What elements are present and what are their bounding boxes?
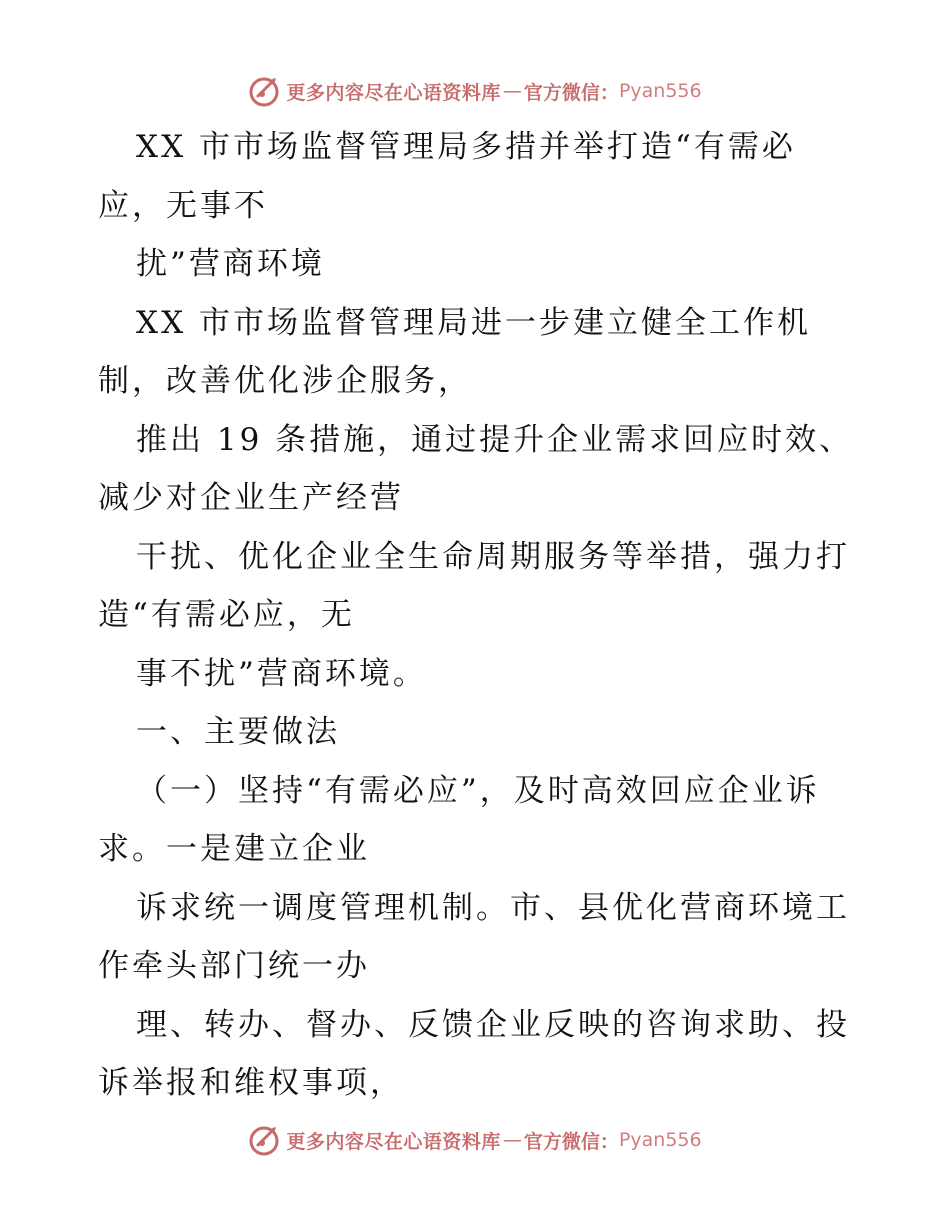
document-body bbox=[98, 118, 858, 1113]
document-line: 诉求统一调度管理机制。市、县优化营商环境工 bbox=[136, 889, 850, 926]
watermark-wechat-id: Pyan556 bbox=[618, 1129, 702, 1151]
document-line: 推出 19 条措施，通过提升企业需求回应时效、 bbox=[136, 421, 854, 458]
document-line: 诉举报和维权事项， bbox=[98, 1065, 404, 1101]
document-line: 扰”营商环境 bbox=[136, 246, 325, 282]
document-line: XX 市市场监督管理局多措并举打造“有需必 bbox=[136, 129, 796, 165]
watermark-separator: — bbox=[502, 1129, 522, 1151]
watermark-footer bbox=[0, 1120, 950, 1160]
document-line: 造“有需必应，无 bbox=[98, 597, 355, 633]
document-line: （一）坚持“有需必应”，及时高效回应企业诉 bbox=[136, 772, 820, 809]
watermark-logo-icon bbox=[248, 1123, 282, 1157]
document-line: 减少对企业生产经营 bbox=[98, 480, 404, 516]
document-line: 应，无事不 bbox=[98, 187, 268, 224]
watermark-label: 官方微信： bbox=[523, 81, 619, 104]
document-line: 作牵头部门统一办 bbox=[98, 948, 370, 984]
document-line: 制，改善优化涉企服务， bbox=[98, 363, 472, 399]
watermark-site-text: 更多内容尽在心语资料库 bbox=[286, 1130, 501, 1153]
watermark-logo-icon bbox=[248, 74, 282, 108]
section-heading: 一、主要做法 bbox=[136, 714, 340, 750]
watermark-site-text: 更多内容尽在心语资料库 bbox=[286, 81, 501, 104]
document-line: 事不扰”营商环境。 bbox=[136, 655, 427, 692]
watermark-header bbox=[0, 71, 950, 111]
document-line: 干扰、优化企业全生命周期服务等举措，强力打 bbox=[136, 538, 850, 575]
watermark-wechat-id: Pyan556 bbox=[618, 80, 702, 102]
document-line: XX 市市场监督管理局进一步建立健全工作机 bbox=[136, 304, 811, 341]
document-line: 求。一是建立企业 bbox=[98, 831, 370, 867]
watermark-separator: — bbox=[502, 80, 522, 102]
document-line: 理、转办、督办、反馈企业反映的咨询求助、投 bbox=[136, 1006, 850, 1043]
watermark-label: 官方微信： bbox=[523, 1130, 619, 1153]
